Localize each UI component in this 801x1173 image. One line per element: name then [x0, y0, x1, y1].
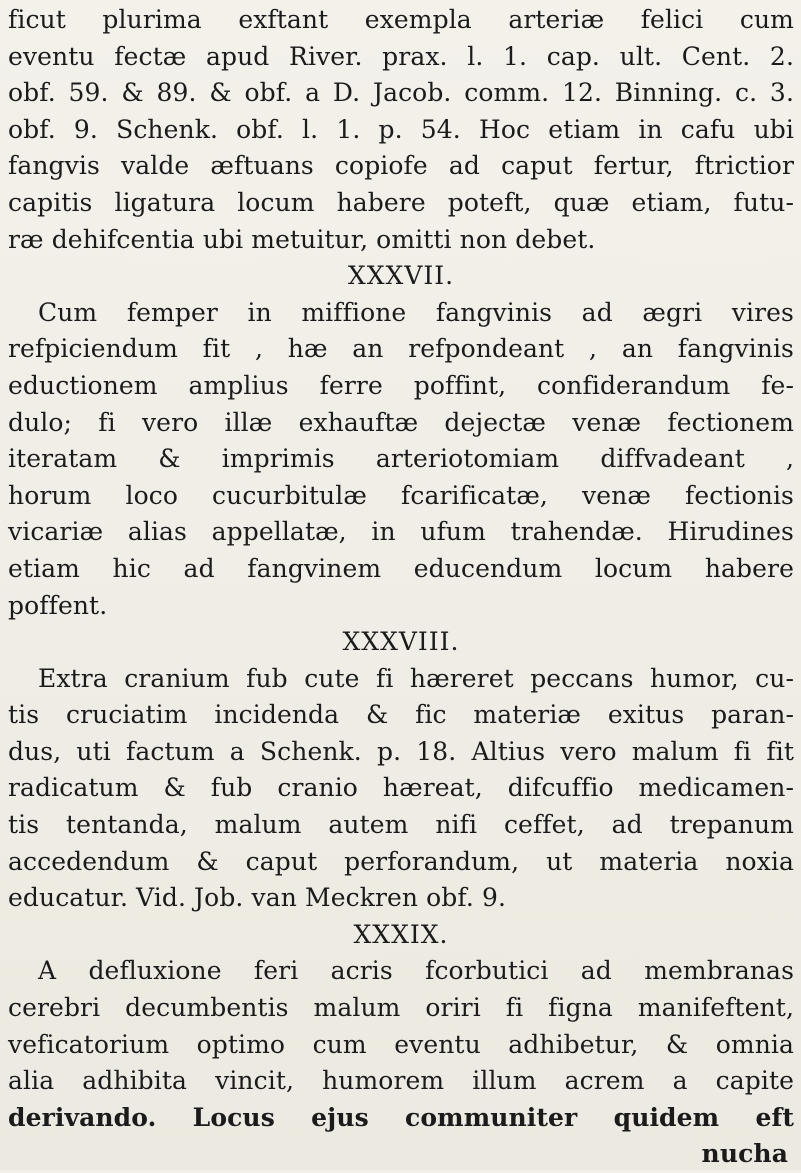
- text-line: veficatorium optimo cum eventu adhibetur, & omnia: [8, 1029, 794, 1059]
- section-heading: XXXVII.: [347, 261, 455, 291]
- text-line: alia adhibita vincit, humorem illum acrem a capite: [8, 1066, 794, 1096]
- text-line: vicariæ alias appellatæ, in ufum trahendæ. Hirudines: [8, 517, 794, 547]
- text-line: derivando. Locus ejus communiter quidem eft: [8, 1102, 794, 1132]
- text-line: ficut plurima exftant exempla arteriæ felici cum: [8, 5, 794, 34]
- catchword: nucha: [701, 1139, 788, 1169]
- text-line: educatur. Vid. Job. van Meckren obf. 9.: [8, 883, 507, 913]
- text-line: tis cruciatim incidenda & fic materiæ exitus paran-: [8, 700, 794, 730]
- text-line: dus, uti factum a Schenk. p. 18. Altius vero malum fi fit: [8, 736, 794, 766]
- text-line: etiam hic ad fangvinem educendum locum habere: [8, 553, 794, 583]
- text-line: eductionem amplius ferre poffint, confiderandum fe-: [8, 370, 794, 400]
- text-line: Extra cranium fub cute fi hæreret peccans humor, cu-: [38, 663, 794, 693]
- text-line: dulo; fi vero illæ exhauftæ dejectæ venæ fectionem: [8, 407, 794, 437]
- text-line: iteratam & imprimis arteriotomiam diffvadeant ,: [8, 444, 794, 474]
- text-line: capitis ligatura locum habere poteft, quæ etiam, futu-: [8, 187, 794, 217]
- text-line: cerebri decumbentis malum oriri fi figna manifeftent,: [8, 993, 794, 1023]
- text-line: radicatum & fub cranio hæreat, difcuffio medicamen-: [8, 773, 794, 803]
- text-line: accedendum & caput perforandum, ut materia noxia: [8, 846, 794, 876]
- text-line: refpiciendum fit , hæ an refpondeant , an fangvinis: [8, 334, 794, 364]
- text-line: obf. 9. Schenk. obf. l. 1. p. 54. Hoc etiam in cafu ubi: [8, 114, 794, 144]
- text-line: Cum femper in miffione fangvinis ad ægri vires: [38, 297, 794, 327]
- text-line: A defluxione feri acris fcorbutici ad membranas: [38, 956, 794, 986]
- text-line: horum loco cucurbitulæ fcarificatæ, venæ fectionis: [8, 480, 794, 510]
- section-heading: XXXIX.: [353, 919, 449, 949]
- text-line: ræ dehifcentia ubi metuitur, omitti non debet.: [8, 224, 596, 254]
- text-line: poffent.: [8, 590, 108, 620]
- section-heading: XXXVIII.: [342, 627, 460, 657]
- text-line: tis tentanda, malum autem nifi ceffet, ad trepanum: [8, 810, 794, 840]
- page-text: [8, 2, 794, 1173]
- text-line: eventu fectæ apud River. prax. l. 1. cap. ult. Cent. 2.: [8, 41, 794, 71]
- text-line: obf. 59. & 89. & obf. a D. Jacob. comm. 12. Binning. c. 3.: [8, 78, 794, 108]
- text-line: fangvis valde æftuans copiofe ad caput fertur, ftrictior: [8, 151, 794, 181]
